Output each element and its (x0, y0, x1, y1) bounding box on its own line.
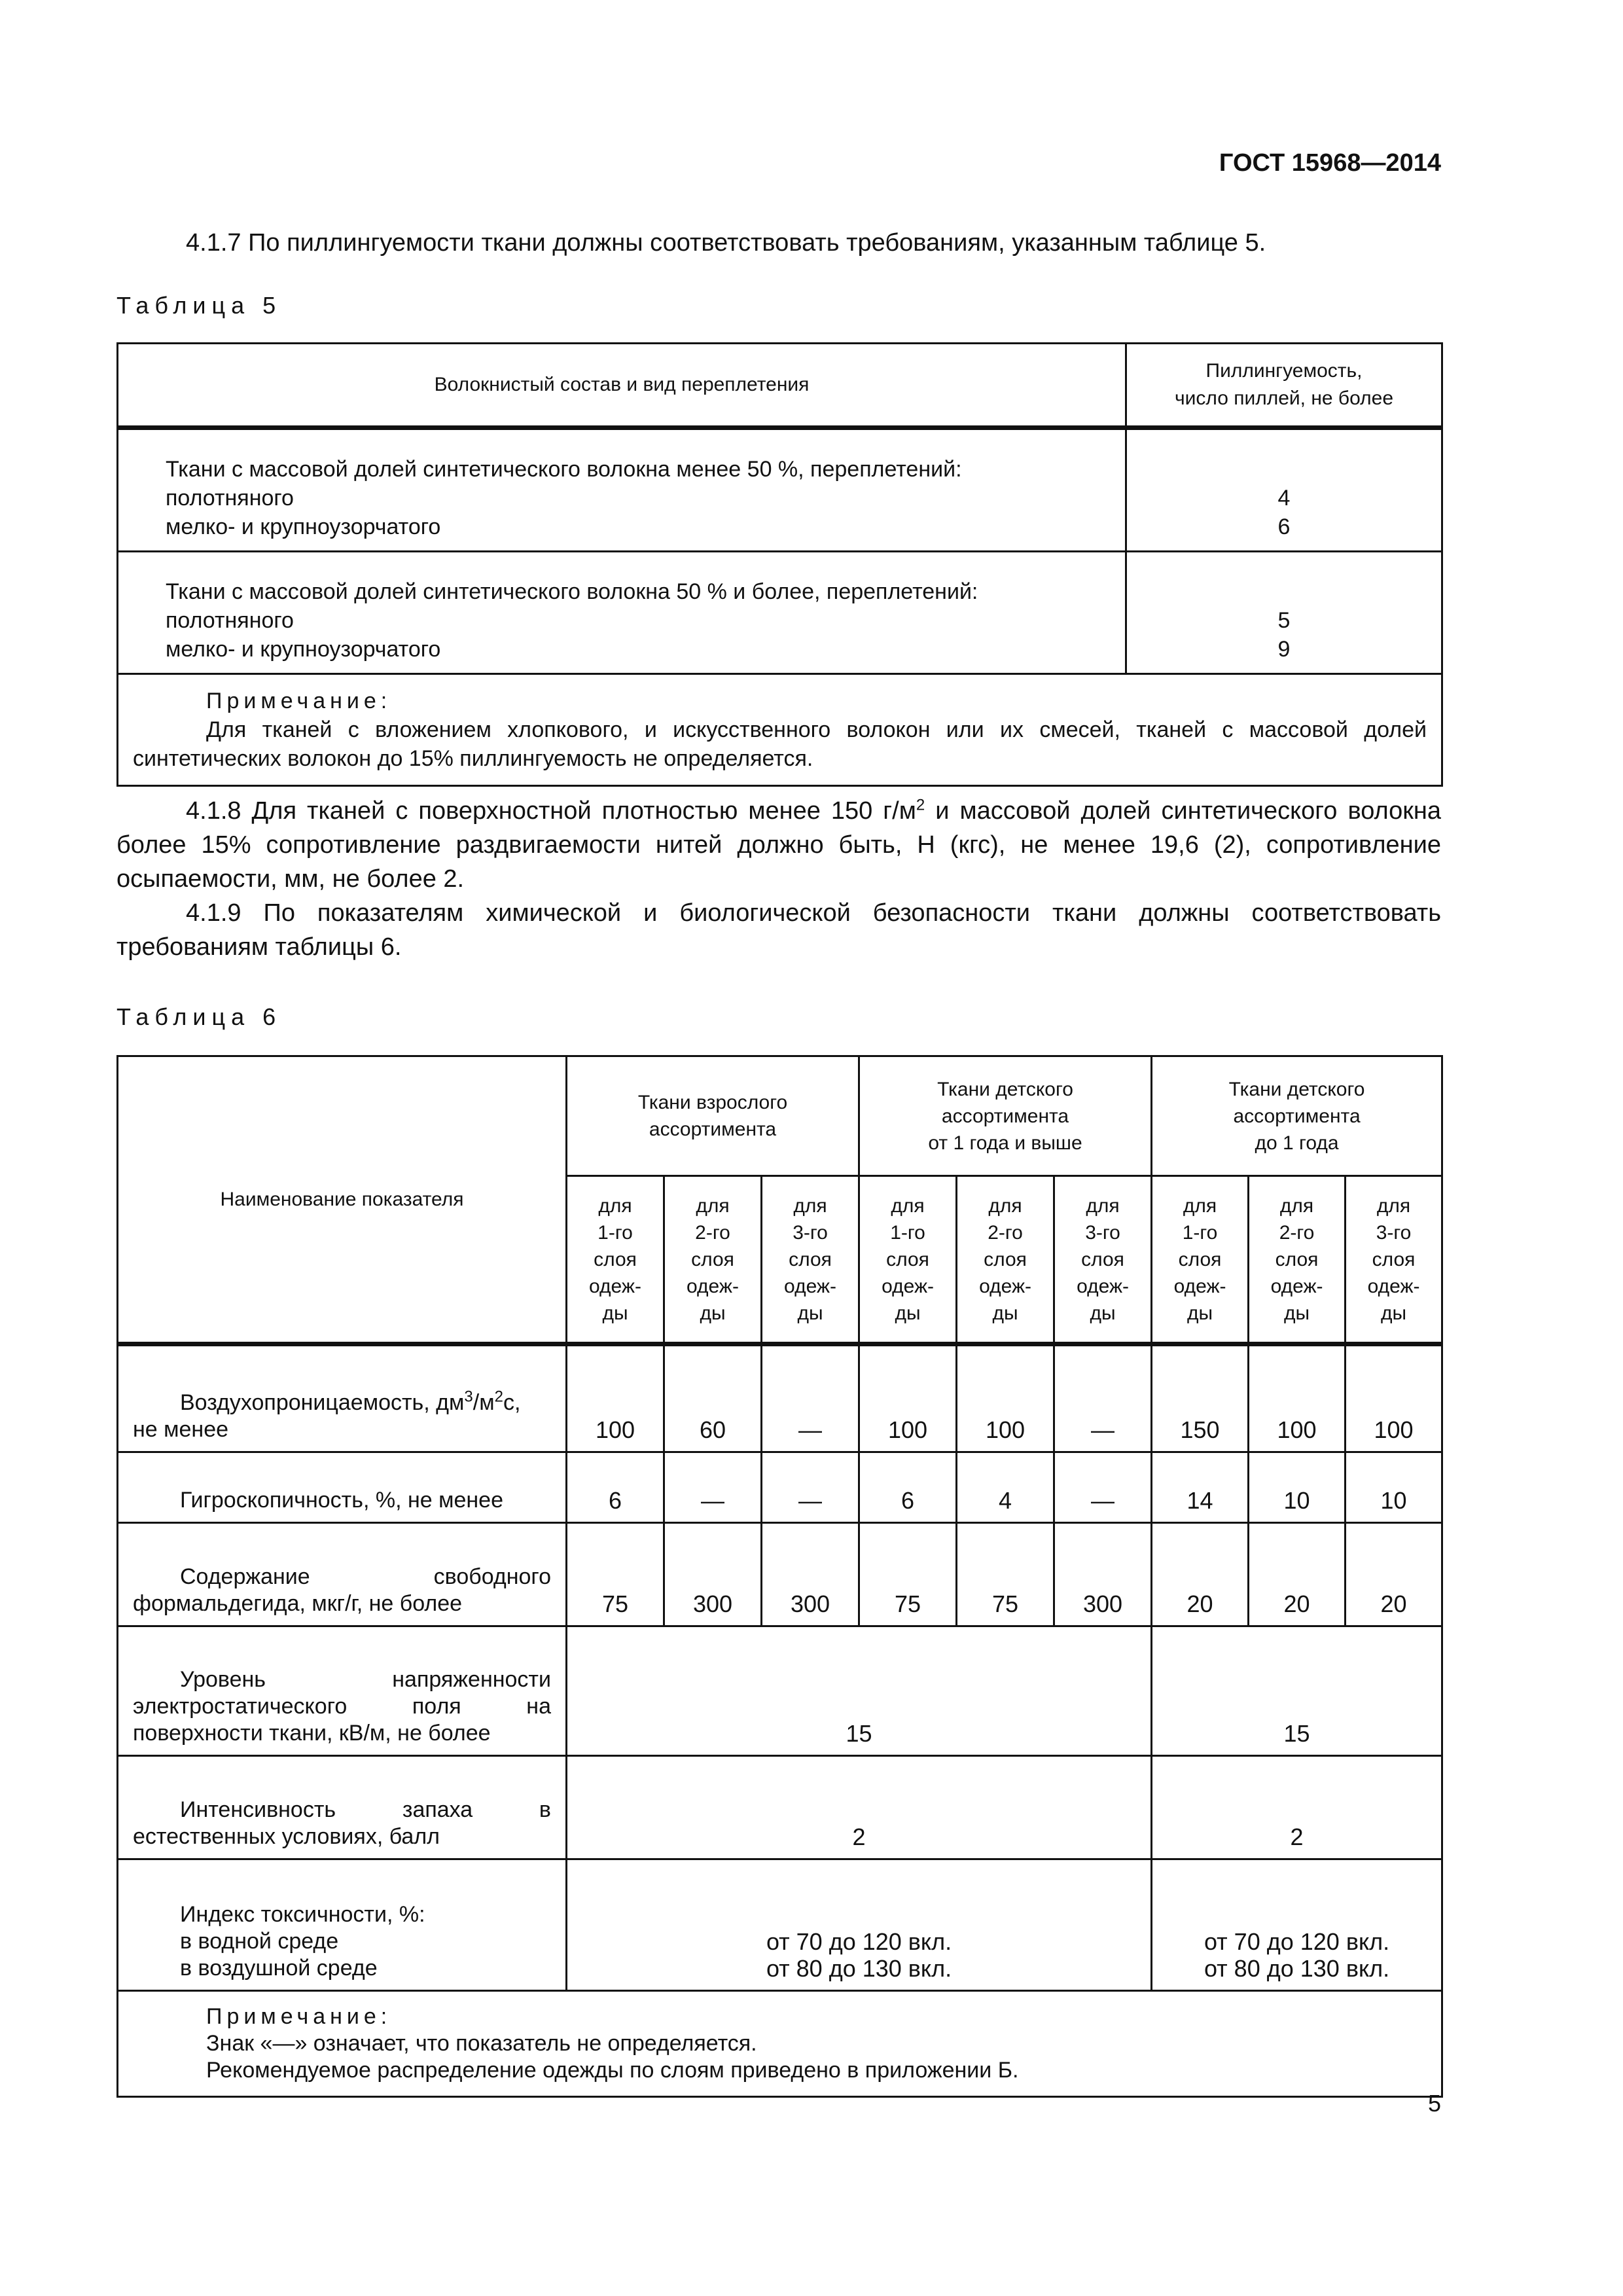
paragraphs-4-1-8-4-1-9 (116, 794, 1441, 964)
table-6-group-child: Ткани детского ассортимента от 1 года и выше (859, 1056, 1152, 1176)
table-6-caption: Таблица 6 (116, 1003, 282, 1030)
table-6-group-adult: Ткани взрослого ассортимента (567, 1056, 859, 1176)
table-5 (116, 342, 1443, 787)
page-number: 5 (1427, 2090, 1441, 2117)
paragraph-4-1-9: 4.1.9 По показателям химической и биологической безопасности ткани должны соответствовать требованиям таблицы 6. (116, 899, 1441, 961)
table-6-layer-header: для 3-го слоя одеж- ды (762, 1176, 859, 1344)
table-6-layer-header: для 1-го слоя одеж- ды (859, 1176, 957, 1344)
table-5-caption: Таблица 5 (116, 292, 282, 319)
table-row: Уровень напряженности электростатического поля на поверхности ткани, кВ/м, не более 15 15 (118, 1626, 1442, 1756)
table-row: Содержание свободного формальдегида, мкг/г, не более 75 300 300 75 75 300 20 20 20 (118, 1523, 1442, 1626)
table-6-layer-header: для 1-го слоя одеж- ды (567, 1176, 664, 1344)
table-6-layer-header: для 2-го слоя одеж- ды (957, 1176, 1054, 1344)
paragraph-4-1-8: 4.1.8 Для тканей с поверхностной плотностью менее 150 $г/м^2$ и массовой долей синтетического волокна более 15% сопротивление раздвигаемости нитей должно быть, Н (кгс), не менее 19,6 (2), сопротивление осыпаемости, мм, не более 2. (116, 796, 1441, 893)
table-row: Интенсивность запаха в естественных условиях, балл 2 2 (118, 1756, 1442, 1859)
table-6-note: Примечание: Знак «—» означает, что показатель не определяется. Рекомендуемое распределение одежды по слоям приведено в приложении Б. (118, 1991, 1442, 2097)
table-5-row: Ткани с массовой долей синтетического волокна менее 50 %, переплетений: полотняного мелко- и крупноузорчатого 4 6 (118, 428, 1442, 552)
table-row: Воздухопроницаемость, $дм^3/м^2с$, не менее 100 60 — 100 100 — 150 100 100 (118, 1344, 1442, 1452)
table-6-layer-header: для 3-го слоя одеж- ды (1054, 1176, 1152, 1344)
table-row: Индекс токсичности, %: в водной среде в воздушной среде от 70 до 120 вкл. от 80 до 130 вкл. от 70 до 120 вкл. от 80 до 130 вкл. (118, 1859, 1442, 1991)
table-row: Гигроскопичность, %, не менее 6 — — 6 4 — 14 10 10 (118, 1452, 1442, 1523)
table-5-header-composition: Волокнистый состав и вид переплетения (118, 344, 1126, 428)
table-6-group-infant: Ткани детского ассортимента до 1 года (1152, 1056, 1442, 1176)
table-6-header-name: Наименование показателя (118, 1056, 567, 1344)
table-6-layer-header: для 3-го слоя одеж- ды (1346, 1176, 1442, 1344)
table-6 (116, 1055, 1443, 2098)
standard-number: ГОСТ 15968—2014 (1219, 149, 1441, 177)
table-5-row: Ткани с массовой долей синтетического волокна 50 % и более, переплетений: полотняного мелко- и крупноузорчатого 5 9 (118, 552, 1442, 674)
table-5-header-pilling: Пиллингуемость, число пиллей, не более (1126, 344, 1442, 428)
table-6-layer-header: для 2-го слоя одеж- ды (1249, 1176, 1346, 1344)
table-6-layer-header: для 1-го слоя одеж- ды (1152, 1176, 1249, 1344)
paragraph-4-1-7: 4.1.7 По пиллингуемости ткани должны соответствовать требованиям, указанным таблице 5. (186, 229, 1266, 257)
table-6-layer-header: для 2-го слоя одеж- ды (664, 1176, 762, 1344)
table-5-note: Примечание: Для тканей с вложением хлопкового, и искусственного волокон или их смесей, тканей с массовой долей синтетических волокон до 15% пиллингуемость не определяется. (118, 674, 1442, 786)
